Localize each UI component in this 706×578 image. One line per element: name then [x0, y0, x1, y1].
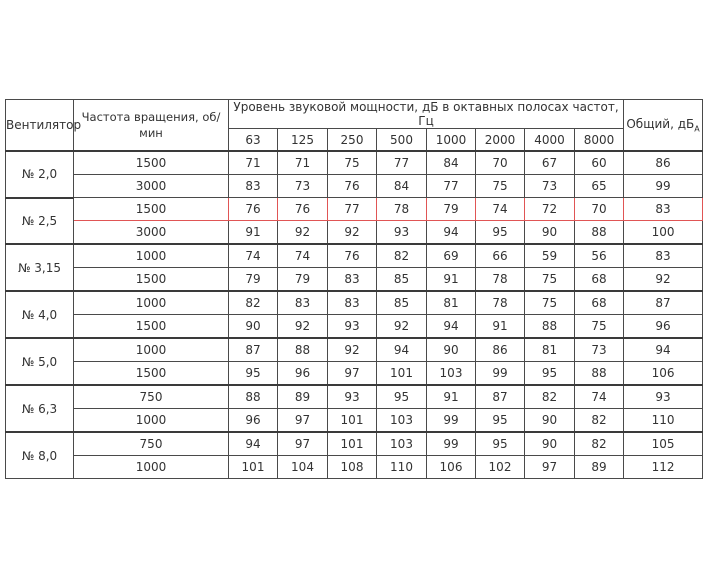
total-cell: 99	[624, 175, 703, 198]
value-cell: 95	[476, 432, 525, 456]
value-cell: 78	[476, 268, 525, 292]
value-cell: 75	[575, 315, 624, 339]
header-freq-2000: 2000	[476, 129, 525, 152]
total-cell: 96	[624, 315, 703, 339]
header-total-label: Общий, дБ	[626, 116, 695, 131]
total-cell: 87	[624, 291, 703, 315]
value-cell: 101	[229, 456, 278, 479]
value-cell: 83	[229, 175, 278, 198]
value-cell: 96	[229, 409, 278, 433]
speed-cell: 1000	[74, 291, 229, 315]
table-row	[6, 221, 703, 245]
value-cell: 94	[427, 315, 476, 339]
value-cell: 87	[229, 338, 278, 362]
value-cell: 82	[525, 385, 575, 409]
value-cell: 102	[476, 456, 525, 479]
value-cell: 74	[229, 244, 278, 268]
speed-cell: 1000	[74, 338, 229, 362]
value-cell: 101	[377, 362, 427, 386]
value-cell: 95	[377, 385, 427, 409]
value-cell: 91	[229, 221, 278, 245]
value-cell: 76	[328, 244, 377, 268]
value-cell: 79	[427, 198, 476, 221]
value-cell: 92	[328, 221, 377, 245]
value-cell: 94	[377, 338, 427, 362]
value-cell: 92	[278, 221, 328, 245]
total-cell: 83	[624, 244, 703, 268]
table-row	[6, 385, 703, 409]
value-cell: 92	[377, 315, 427, 339]
value-cell: 95	[525, 362, 575, 386]
header-freq-8000: 8000	[575, 129, 624, 152]
value-cell: 99	[427, 409, 476, 433]
speed-cell: 1000	[74, 244, 229, 268]
value-cell: 70	[575, 198, 624, 221]
fan-model-cell: № 2,0	[6, 151, 74, 198]
value-cell: 60	[575, 151, 624, 175]
total-cell: 110	[624, 409, 703, 433]
header-speed: Частота вращения, об/мин	[74, 100, 229, 152]
total-cell: 94	[624, 338, 703, 362]
fan-model-cell: № 4,0	[6, 291, 74, 338]
value-cell: 66	[476, 244, 525, 268]
value-cell: 89	[575, 456, 624, 479]
value-cell: 77	[377, 151, 427, 175]
table-row	[6, 409, 703, 433]
total-cell: 92	[624, 268, 703, 292]
header-freq-500: 500	[377, 129, 427, 152]
table-row	[6, 198, 703, 221]
value-cell: 79	[278, 268, 328, 292]
value-cell: 90	[427, 338, 476, 362]
value-cell: 91	[427, 268, 476, 292]
value-cell: 59	[525, 244, 575, 268]
value-cell: 73	[278, 175, 328, 198]
value-cell: 88	[575, 221, 624, 245]
value-cell: 99	[427, 432, 476, 456]
value-cell: 68	[575, 268, 624, 292]
value-cell: 75	[525, 268, 575, 292]
value-cell: 90	[525, 409, 575, 433]
table-row	[6, 291, 703, 315]
total-cell: 106	[624, 362, 703, 386]
value-cell: 103	[377, 432, 427, 456]
value-cell: 94	[427, 221, 476, 245]
value-cell: 94	[229, 432, 278, 456]
value-cell: 84	[427, 151, 476, 175]
sound-power-table	[5, 99, 703, 479]
value-cell: 86	[476, 338, 525, 362]
value-cell: 106	[427, 456, 476, 479]
value-cell: 82	[575, 432, 624, 456]
value-cell: 75	[525, 291, 575, 315]
value-cell: 103	[377, 409, 427, 433]
total-cell: 112	[624, 456, 703, 479]
value-cell: 73	[525, 175, 575, 198]
value-cell: 82	[575, 409, 624, 433]
header-total	[624, 100, 703, 152]
speed-cell: 1000	[74, 456, 229, 479]
value-cell: 84	[377, 175, 427, 198]
speed-cell: 1500	[74, 268, 229, 292]
value-cell: 91	[427, 385, 476, 409]
value-cell: 72	[525, 198, 575, 221]
value-cell: 88	[229, 385, 278, 409]
value-cell: 87	[476, 385, 525, 409]
header-freq-63: 63	[229, 129, 278, 152]
speed-cell: 1500	[74, 198, 229, 221]
total-cell: 93	[624, 385, 703, 409]
value-cell: 76	[328, 175, 377, 198]
value-cell: 101	[328, 432, 377, 456]
value-cell: 70	[476, 151, 525, 175]
value-cell: 83	[328, 291, 377, 315]
header-freq-1000: 1000	[427, 129, 476, 152]
fan-model-cell: № 6,3	[6, 385, 74, 432]
value-cell: 85	[377, 268, 427, 292]
value-cell: 71	[278, 151, 328, 175]
value-cell: 96	[278, 362, 328, 386]
header-fan: Вентилятор	[6, 100, 74, 152]
value-cell: 79	[229, 268, 278, 292]
value-cell: 74	[575, 385, 624, 409]
speed-cell: 3000	[74, 221, 229, 245]
value-cell: 93	[328, 385, 377, 409]
table-row	[6, 362, 703, 386]
value-cell: 99	[476, 362, 525, 386]
header-freq-4000: 4000	[525, 129, 575, 152]
table-row	[6, 432, 703, 456]
fan-model-cell: № 8,0	[6, 432, 74, 479]
value-cell: 65	[575, 175, 624, 198]
value-cell: 104	[278, 456, 328, 479]
value-cell: 95	[229, 362, 278, 386]
table-row	[6, 315, 703, 339]
value-cell: 81	[427, 291, 476, 315]
value-cell: 82	[229, 291, 278, 315]
total-cell: 86	[624, 151, 703, 175]
value-cell: 78	[476, 291, 525, 315]
table-row	[6, 244, 703, 268]
value-cell: 88	[575, 362, 624, 386]
table-row	[6, 338, 703, 362]
fan-model-cell: № 3,15	[6, 244, 74, 291]
value-cell: 101	[328, 409, 377, 433]
value-cell: 76	[278, 198, 328, 221]
speed-cell: 1000	[74, 409, 229, 433]
value-cell: 95	[476, 409, 525, 433]
value-cell: 68	[575, 291, 624, 315]
value-cell: 89	[278, 385, 328, 409]
table-row	[6, 175, 703, 198]
value-cell: 110	[377, 456, 427, 479]
value-cell: 97	[328, 362, 377, 386]
total-cell: 83	[624, 198, 703, 221]
value-cell: 75	[476, 175, 525, 198]
value-cell: 78	[377, 198, 427, 221]
value-cell: 90	[229, 315, 278, 339]
value-cell: 81	[525, 338, 575, 362]
value-cell: 85	[377, 291, 427, 315]
value-cell: 88	[278, 338, 328, 362]
value-cell: 74	[476, 198, 525, 221]
speed-cell: 750	[74, 385, 229, 409]
value-cell: 74	[278, 244, 328, 268]
value-cell: 75	[328, 151, 377, 175]
table-row	[6, 268, 703, 292]
value-cell: 88	[525, 315, 575, 339]
speed-cell: 3000	[74, 175, 229, 198]
speed-cell: 1500	[74, 151, 229, 175]
value-cell: 90	[525, 432, 575, 456]
value-cell: 56	[575, 244, 624, 268]
value-cell: 97	[525, 456, 575, 479]
value-cell: 69	[427, 244, 476, 268]
value-cell: 67	[525, 151, 575, 175]
value-cell: 92	[328, 338, 377, 362]
value-cell: 97	[278, 432, 328, 456]
value-cell: 77	[328, 198, 377, 221]
value-cell: 92	[278, 315, 328, 339]
value-cell: 83	[328, 268, 377, 292]
value-cell: 93	[377, 221, 427, 245]
value-cell: 103	[427, 362, 476, 386]
table-row	[6, 456, 703, 479]
header-freq-250: 250	[328, 129, 377, 152]
value-cell: 73	[575, 338, 624, 362]
value-cell: 82	[377, 244, 427, 268]
value-cell: 71	[229, 151, 278, 175]
fan-model-cell: № 2,5	[6, 198, 74, 245]
total-cell: 105	[624, 432, 703, 456]
header-total-sub: A	[694, 124, 700, 134]
value-cell: 90	[525, 221, 575, 245]
header-freq-125: 125	[278, 129, 328, 152]
value-cell: 76	[229, 198, 278, 221]
value-cell: 97	[278, 409, 328, 433]
header-sound-level: Уровень звуковой мощности, дБ в октавных полосах частот, Гц	[229, 100, 624, 129]
value-cell: 93	[328, 315, 377, 339]
speed-cell: 750	[74, 432, 229, 456]
fan-model-cell: № 5,0	[6, 338, 74, 385]
value-cell: 77	[427, 175, 476, 198]
total-cell: 100	[624, 221, 703, 245]
value-cell: 108	[328, 456, 377, 479]
table-row	[6, 151, 703, 175]
speed-cell: 1500	[74, 362, 229, 386]
value-cell: 91	[476, 315, 525, 339]
value-cell: 95	[476, 221, 525, 245]
speed-cell: 1500	[74, 315, 229, 339]
value-cell: 83	[278, 291, 328, 315]
